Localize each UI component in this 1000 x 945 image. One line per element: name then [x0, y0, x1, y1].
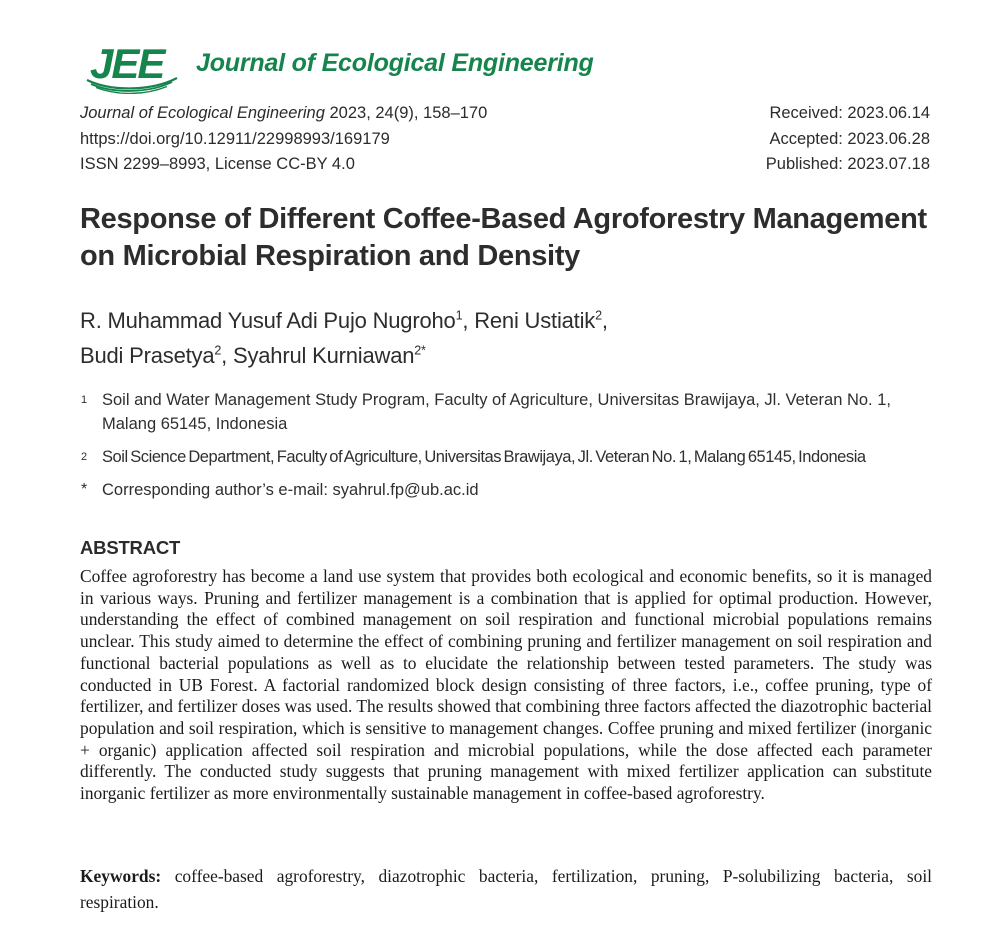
- affiliation-marker: *: [81, 480, 88, 498]
- affiliation-1: [80, 389, 942, 436]
- jee-logo-monogram: JEE: [90, 40, 164, 87]
- doi-link[interactable]: https://doi.org/10.12911/22998993/169179: [80, 129, 390, 148]
- author-separator: ,: [462, 308, 469, 333]
- author-affil-sup: 2: [214, 343, 222, 358]
- accepted-date: Accepted: 2023.06.28: [769, 129, 930, 148]
- author-separator: ,: [601, 308, 608, 333]
- affiliation-marker: 1: [81, 394, 88, 406]
- author-separator: ,: [221, 343, 228, 368]
- keywords-text: coffee-based agroforestry, diazotrophic bacteria, fertilization, pruning, P-solubilizing bacteria, soil respiration.: [80, 866, 932, 912]
- article-title-line1: Response of Different Coffee-Based Agroforestry Management: [80, 203, 927, 235]
- affiliation-marker: 2: [81, 450, 88, 463]
- article-meta-row: [80, 101, 930, 178]
- jee-logo-icon: [84, 38, 180, 94]
- author-affil-sup: 1: [455, 308, 463, 323]
- citation-line: [80, 101, 487, 127]
- abstract-heading: ABSTRACT: [80, 537, 181, 558]
- citation-block: [80, 101, 487, 178]
- author-affil-sup: 2: [595, 308, 602, 323]
- author-name: Syahrul Kurniawan: [233, 343, 415, 368]
- citation-journal-name: Journal of Ecological Engineering: [80, 104, 325, 122]
- issn-license: ISSN 2299–8993, License CC-BY 4.0: [80, 155, 355, 173]
- received-date: Received: 2023.06.14: [769, 104, 930, 122]
- author-name: Budi Prasetya: [80, 343, 215, 368]
- author-name: Reni Ustiatik: [474, 308, 596, 333]
- affiliation-2: [80, 446, 942, 470]
- affiliation-text: Soil and Water Management Study Program, Faculty of Agriculture, Universitas Brawijaya, Jl. Veteran No. 1, Malang 65145, Indonesia: [102, 391, 891, 433]
- citation-volume-pages: 2023, 24(9), 158–170: [324, 104, 488, 122]
- email-link[interactable]: syahrul.fp@ub.ac.id: [332, 480, 479, 499]
- affiliation-text: Soil Science Department, Faculty of Agriculture, Universitas Brawijaya, Jl. Veteran No. 1, Malang 65145, Indonesia: [102, 447, 866, 466]
- author-list: [80, 303, 608, 373]
- keywords-label: Keywords:: [80, 866, 162, 886]
- journal-name: Journal of Ecological Engineering: [196, 48, 594, 77]
- corresponding-author-label: Corresponding author’s e-mail:: [102, 480, 333, 499]
- author-affil-sup: 2*: [414, 343, 426, 358]
- published-date: Published: 2023.07.18: [765, 155, 930, 173]
- article-title: [80, 201, 927, 274]
- affiliation-list: [80, 389, 942, 512]
- author-line: [80, 303, 608, 338]
- author-line: [80, 338, 608, 373]
- affiliation-corresponding: [80, 479, 942, 503]
- article-title-line2: on Microbial Respiration and Density: [80, 239, 580, 272]
- abstract-body: Coffee agroforestry has become a land use system that provides both ecological and economic benefits, so it is managed in various ways. Pruning and fertilizer management is a combination that is applied for optimal production. However, understanding the effect of combined management on soil respiration and functional microbial populations remains unclear. This study aimed to determine the effect of combining pruning and fertilizer management on soil respiration and functional bacterial populations as well as to elucidate the relationship between tested parameters. The study was conducted in UB Forest. A factorial randomized block design consisting of three factors, i.e., coffee pruning, type of fertilizer, and fertilizer doses was used. The results showed that combining three factors affected the diazotrophic bacterial population and soil respiration, which is sensitive to management changes. Coffee pruning and mixed fertilizer (inorganic + organic) application affected soil respiration and microbial populations, while the dose affected each parameter differently. The conducted study suggests that pruning management with mixed fertilizer application can substitute inorganic fertilizer as more environmentally sustainable management in coffee-based agroforestry.: [80, 566, 932, 804]
- keywords: [80, 863, 932, 915]
- dates-block: [766, 101, 930, 178]
- author-name: R. Muhammad Yusuf Adi Pujo Nugroho: [80, 308, 456, 333]
- journal-masthead: [84, 38, 594, 94]
